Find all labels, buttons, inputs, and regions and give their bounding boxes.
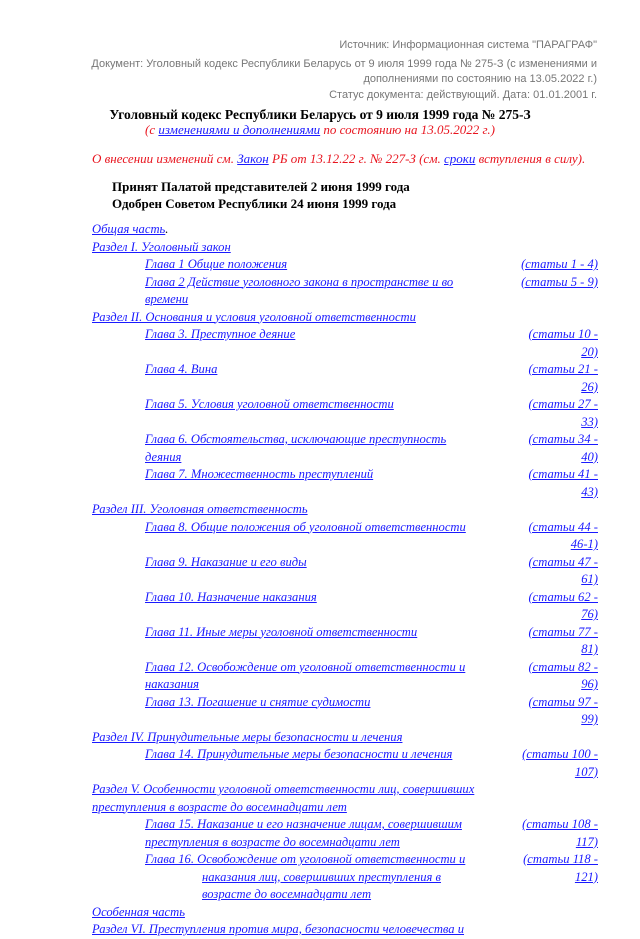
toc-section-3[interactable]: Раздел III. Уголовная ответственность bbox=[92, 502, 308, 516]
toc-row bbox=[92, 746, 598, 781]
toc-chapter-14[interactable]: Глава 14. Принудительные меры безопасности и лечения bbox=[145, 747, 453, 761]
law-link[interactable]: Закон bbox=[237, 151, 269, 166]
toc-chapter-13[interactable]: Глава 13. Погашение и снятие судимости bbox=[145, 694, 371, 709]
terms-link[interactable]: сроки bbox=[444, 151, 476, 166]
adoption-info bbox=[112, 178, 410, 212]
amendment-pre: О внесении изменений см. bbox=[92, 151, 238, 166]
toc-chapter-4[interactable]: Глава 4. Вина bbox=[145, 362, 218, 376]
toc-range-13[interactable]: (статьи 97 - 99) bbox=[528, 694, 598, 726]
document-title: Уголовный кодекс Республики Беларусь от 9 июля 1999 года № 275-З bbox=[109, 107, 531, 122]
toc-chapter-1[interactable]: Глава 1 Общие положения bbox=[145, 257, 288, 271]
subtitle-pre: (с bbox=[145, 122, 159, 137]
toc-chapter-10[interactable]: Глава 10. Назначение наказания bbox=[145, 589, 317, 604]
toc-section-5[interactable]: Раздел V. Особенности уголовной ответственности лиц, совершивших преступления в возрасте до восемнадцати лет bbox=[92, 782, 475, 814]
document-subtitle bbox=[0, 122, 640, 138]
document-line bbox=[91, 57, 597, 87]
document-line-2: дополнениями по состоянию на 13.05.2022 г.) bbox=[363, 73, 597, 85]
document-line-1: Документ: Уголовный кодекс Республики Беларусь от 9 июля 1999 года № 275-З (с изменениями и bbox=[91, 58, 597, 70]
toc-row bbox=[92, 694, 598, 729]
toc-chapter-9[interactable]: Глава 9. Наказание и его виды bbox=[145, 554, 307, 569]
toc-row bbox=[92, 396, 598, 431]
toc-chapter-7[interactable]: Глава 7. Множественность преступлений bbox=[145, 467, 374, 481]
toc-range-4[interactable]: (статьи 21 - 26) bbox=[528, 362, 598, 394]
toc-chapter-8[interactable]: Глава 8. Общие положения об уголовной ответственности bbox=[145, 519, 466, 534]
toc-chapter-3[interactable]: Глава 3. Преступное деяние bbox=[145, 327, 296, 341]
amendment-note bbox=[92, 151, 585, 167]
toc-section-6[interactable]: Раздел VI. Преступления против мира, безопасности человечества и bbox=[92, 922, 465, 936]
toc-general-part[interactable]: Общая часть bbox=[92, 222, 166, 236]
toc-row bbox=[92, 361, 598, 396]
toc-row bbox=[92, 589, 598, 624]
toc-section-2[interactable]: Раздел II. Основания и условия уголовной ответственности bbox=[92, 309, 416, 324]
toc-row bbox=[92, 326, 598, 361]
toc-row bbox=[92, 624, 598, 659]
toc-range-16[interactable]: (статьи 118 - 121) bbox=[523, 852, 598, 884]
toc-range-5[interactable]: (статьи 27 - 33) bbox=[528, 397, 598, 429]
toc-chapter-15[interactable]: Глава 15. Наказание и его назначение лицам, совершившим преступления в возрасте до восемнадцати лет bbox=[145, 817, 462, 849]
source-line: Источник: Информационная система "ПАРАГРАФ" bbox=[339, 39, 597, 51]
toc-row bbox=[92, 659, 598, 694]
approved-council: Одобрен Советом Республики 24 июня 1999 года bbox=[112, 196, 397, 211]
toc-range-2[interactable]: (статьи 5 - 9) bbox=[521, 274, 598, 289]
table-of-contents: Общая часть. Раздел I. Уголовный закон Глава 1 Общие положения (статьи 1 - 4) Глава 2 Действие уголовного закона в пространстве и во времени (статьи 5 - 9) Раздел II. Основания и условия уголовной ответственности Глава 3. Преступное деяние (статьи 10 - 20) Глава 4. Вина (статьи 21 - 26) Глава 5. Условия уголовной ответственности (статьи 27 - 33) Глава 6. Обстоятельства, исключающие преступность деяния (статьи 34 - 40) Глава 7. Множественность преступлений (статьи 41 - 43) Раздел III. Уголовная ответственность Глава 8. Общие положения об уголовной ответственности (статьи 44 - 46-1) Глава 9. Наказание и его виды (статьи 47 - 61) Глава 10. Назначение наказания (статьи 62 - 76) Глава 11. Иные меры уголовной ответственности (статьи 77 - 81) Глава 12. Освобождение от уголовной ответственности и наказания (статьи 82 - 96) Глава 13. Погашение и снятие судимости (статьи 97 - 99) Раздел IV. Принудительные меры безопасности и лечения Глава 14. Принудительные меры безопасности и лечения (статьи 100 - 107) Раздел V. Особенности уголовной ответственности лиц, совершивших преступления в возрасте до восемнадцати лет Глава 15. Наказание и его назначение лицам, совершившим преступления в возрасте до восемнадцати лет (статьи 108 - 117) Глава 16. Освобождение от уголовной ответственности и наказания лиц, совершивших преступления в возрасте до восемнадцати лет (статьи 118 - 121) Особенная часть Раздел VI. Преступления против мира, безопасности человечества и bbox=[92, 222, 598, 936]
toc-range-1[interactable]: (статьи 1 - 4) bbox=[521, 257, 598, 271]
toc-range-15[interactable]: (статьи 108 - 117) bbox=[522, 817, 598, 849]
toc-row bbox=[92, 274, 598, 309]
toc-chapter-16[interactable]: Глава 16. Освобождение от уголовной ответственности и наказания лиц, совершивших преступления в возрасте до восемнадцати лет bbox=[145, 852, 466, 901]
toc-section-4[interactable]: Раздел IV. Принудительные меры безопасности и лечения bbox=[92, 729, 403, 744]
toc-range-3[interactable]: (статьи 10 - 20) bbox=[528, 327, 598, 359]
toc-chapter-11[interactable]: Глава 11. Иные меры уголовной ответственности bbox=[145, 624, 418, 639]
toc-range-9[interactable]: (статьи 47 - 61) bbox=[528, 554, 598, 586]
toc-chapter-6[interactable]: Глава 6. Обстоятельства, исключающие преступность деяния bbox=[145, 432, 447, 464]
subtitle-post: по состоянию на 13.05.2022 г.) bbox=[320, 122, 495, 137]
toc-range-10[interactable]: (статьи 62 - 76) bbox=[528, 589, 598, 621]
toc-row bbox=[92, 256, 598, 274]
amendment-post: вступления в силу). bbox=[475, 151, 586, 166]
toc-row bbox=[92, 466, 598, 501]
toc-range-12[interactable]: (статьи 82 - 96) bbox=[528, 659, 598, 691]
toc-row bbox=[92, 431, 598, 466]
toc-row bbox=[92, 519, 598, 554]
amendment-mid: РБ от 13.12.22 г. № 227-З (см. bbox=[268, 151, 445, 166]
toc-chapter-12[interactable]: Глава 12. Освобождение от уголовной ответственности и наказания bbox=[145, 659, 466, 691]
amendments-link[interactable]: изменениями и дополнениями bbox=[158, 122, 321, 137]
status-line: Статус документа: действующий. Дата: 01.01.2001 г. bbox=[329, 89, 597, 101]
toc-section-1[interactable]: Раздел I. Уголовный закон bbox=[92, 239, 231, 254]
toc-range-6[interactable]: (статьи 34 - 40) bbox=[528, 432, 598, 464]
toc-special-part[interactable]: Особенная часть bbox=[92, 904, 185, 919]
toc-row bbox=[92, 851, 598, 904]
adopted-house: Принят Палатой представителей 2 июня 1999 года bbox=[112, 179, 410, 194]
toc-row bbox=[92, 554, 598, 589]
toc-range-8[interactable]: (статьи 44 - 46-1) bbox=[528, 519, 598, 551]
toc-range-7[interactable]: (статьи 41 - 43) bbox=[528, 467, 598, 499]
toc-range-14[interactable]: (статьи 100 - 107) bbox=[522, 747, 598, 779]
toc-range-11[interactable]: (статьи 77 - 81) bbox=[528, 624, 598, 656]
toc-row bbox=[92, 816, 598, 851]
toc-chapter-5[interactable]: Глава 5. Условия уголовной ответственности bbox=[145, 397, 394, 411]
toc-chapter-2[interactable]: Глава 2 Действие уголовного закона в пространстве и во времени bbox=[145, 274, 454, 306]
